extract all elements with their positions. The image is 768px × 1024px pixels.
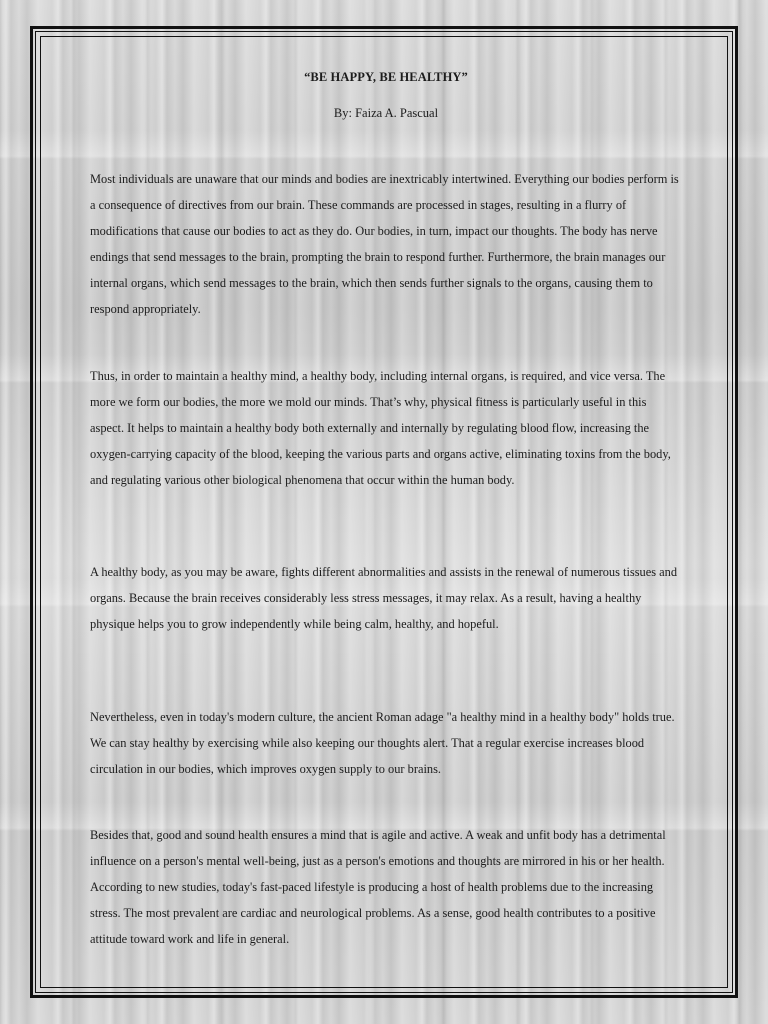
paragraph-4: Nevertheless, even in today's modern culture, the ancient Roman adage "a healthy mind in a healthy body" holds true. We can stay healthy by exercising while also keeping our thoughts alert. That a regular exercise increases blood circulation in our bodies, which improves oxygen supply to our brains. — [90, 710, 675, 776]
document-byline: By: Faiza A. Pascual — [333, 106, 439, 120]
paragraph-3: A healthy body, as you may be aware, fights different abnormalities and assists in the renewal of numerous tissues and organs. Because the brain receives considerably less stress messages, it may relax. As a result, having a healthy physique helps you to grow independently while being calm, healthy, and hopeful. — [90, 565, 678, 631]
paragraph-5: Besides that, good and sound health ensures a mind that is agile and active. A weak and unfit body has a detrimental influence on a person's mental well-being, just as a person's emotions and thoughts are mirrored in his or her health. According to new studies, today's fast-paced lifestyle is producing a host of health problems due to the increasing stress. The most prevalent are cardiac and neurological problems. As a sense, good health contributes to a positive attitude toward work and life in general. — [90, 828, 666, 946]
document-title: “BE HAPPY, BE HEALTHY” — [304, 70, 468, 84]
paragraph-1: Most individuals are unaware that our minds and bodies are inextricably intertwined. Everything our bodies perform is a consequence of directives from our brain. These commands are processed in stages, resulting in a flurry of modifications that cause our bodies to act as they do. Our bodies, in turn, impact our thoughts. The body has nerve endings that send messages to the brain, prompting the brain to respond further. Furthermore, the brain manages our internal organs, which send messages to the brain, which then sends further signals to the organs, causing them to respond appropriately. — [90, 172, 679, 316]
paragraph-2: Thus, in order to maintain a healthy mind, a healthy body, including internal organs, is required, and vice versa. The more we form our bodies, the more we mold our minds. That’s why, physical fitness is particularly useful in this aspect. It helps to maintain a healthy body both externally and internally by regulating blood flow, increasing the oxygen-carrying capacity of the blood, keeping the various parts and organs active, eliminating toxins from the body, and regulating various other biological phenomena that occur within the human body. — [90, 369, 671, 487]
